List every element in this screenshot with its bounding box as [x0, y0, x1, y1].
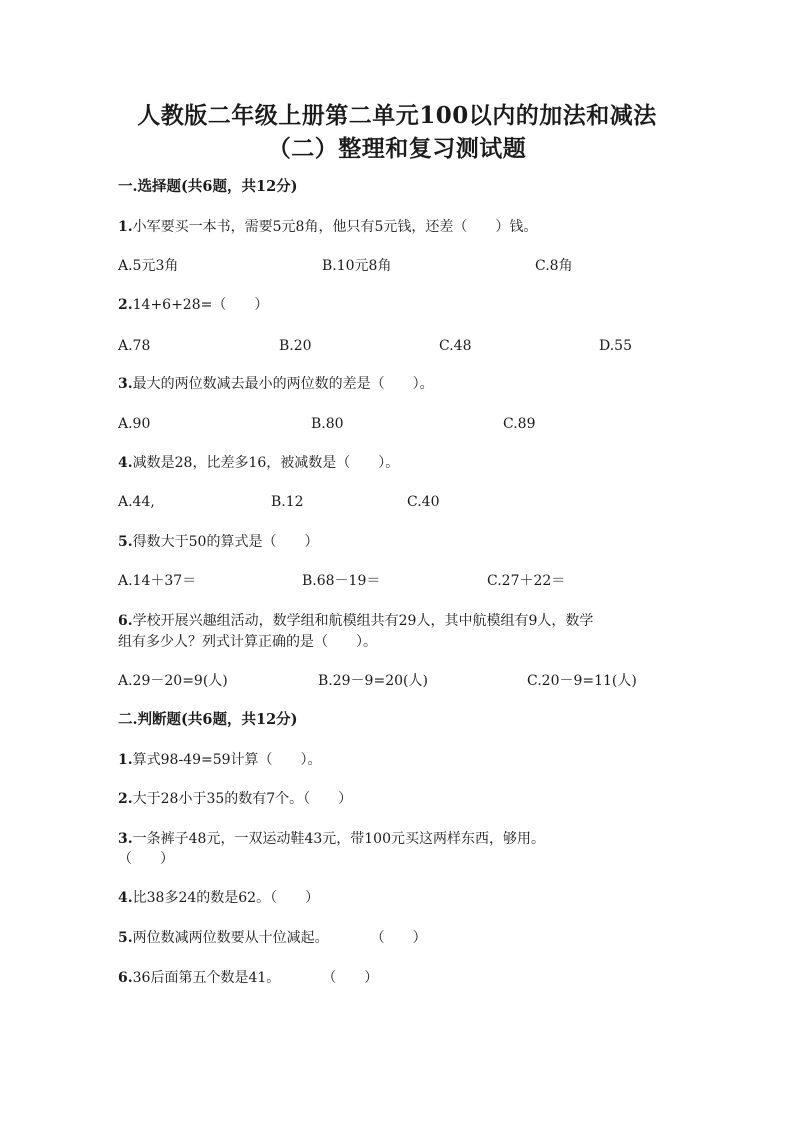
question-number: 6.: [118, 613, 133, 629]
question-number: 2.: [118, 791, 133, 807]
option-a: A.78: [118, 338, 151, 354]
question-text: 算式98-49=59计算（ ）。: [132, 752, 322, 768]
option-b: B.12: [271, 494, 304, 510]
question-text: 大于28小于35的数有7个。（ ）: [132, 791, 353, 807]
option-a: A.14＋37＝: [118, 573, 197, 589]
question: [118, 533, 318, 551]
option-c: C.89: [503, 416, 536, 432]
question-text: 比38多24的数是62。（ ）: [132, 890, 320, 906]
question-text: 36后面第五个数是41。 （ ）: [132, 970, 379, 986]
question-number: 5.: [118, 534, 133, 550]
question: [118, 612, 593, 630]
option-b: B.68－19＝: [302, 573, 381, 589]
question-text: 学校开展兴趣组活动，数学组和航模组共有29人，其中航模组有9人，数学: [132, 613, 594, 629]
option-b: B.20: [279, 338, 312, 354]
question-number: 1.: [118, 219, 133, 235]
option-b: B.80: [311, 416, 344, 432]
question: [118, 375, 434, 393]
option-c: C.40: [407, 494, 440, 510]
section-1-heading: 一.选择题(共6题，共12分): [118, 178, 298, 195]
question: [118, 454, 399, 472]
question: [118, 969, 378, 987]
question-text: 减数是28，比差多16，被减数是（ ）。: [132, 455, 400, 471]
question-number: 4.: [118, 890, 133, 906]
question: [118, 889, 319, 907]
question-text: 最大的两位数减去最小的两位数的差是（ ）。: [132, 376, 434, 392]
option-c: C.48: [439, 338, 472, 354]
question: [118, 751, 322, 769]
question: [118, 218, 537, 236]
question-number: 1.: [118, 752, 133, 768]
question-number: 6.: [118, 970, 133, 986]
option-c: C.8角: [535, 258, 573, 274]
question: [118, 790, 352, 808]
question-text: 两位数减两位数要从十位减起。 （ ）: [132, 930, 427, 946]
question-number: 2.: [118, 297, 133, 313]
question-text-continued: （ ）: [118, 851, 174, 867]
option-a: A.29－20=9(人): [118, 673, 228, 689]
option-c: C.27＋22＝: [487, 573, 566, 589]
option-b: B.10元8角: [322, 258, 392, 274]
option-b: B.29－9=20(人): [318, 673, 428, 689]
question: [118, 296, 268, 314]
title-line-1: 人教版二年级上册第二单元100以内的加法和减法: [137, 102, 657, 129]
question-text: 14+6+28=（ ）: [132, 297, 269, 313]
question-number: 3.: [118, 376, 133, 392]
question-number: 3.: [118, 831, 133, 847]
option-a: A.44,: [118, 494, 155, 510]
question-number: 5.: [118, 930, 133, 946]
question-text: 小军要买一本书，需要5元8角，他只有5元钱，还差（ ）钱。: [132, 219, 538, 235]
question: [118, 830, 545, 848]
question-number: 4.: [118, 455, 133, 471]
question-text: 一条裤子48元，一双运动鞋43元，带100元买这两样东西，够用。: [132, 831, 545, 847]
question-text: 得数大于50的算式是（ ）: [132, 534, 319, 550]
option-c: C.20－9=11(人): [527, 673, 637, 689]
section-2-heading: 二.判断题(共6题，共12分): [118, 711, 298, 728]
title-line-2: （二）整理和复习测试题: [267, 135, 527, 162]
question-text-continued: 组有多少人？列式计算正确的是（ ）。: [118, 634, 377, 650]
option-a: A.5元3角: [118, 258, 179, 274]
option-a: A.90: [118, 416, 151, 432]
option-d: D.55: [599, 338, 632, 354]
question: [118, 929, 427, 947]
